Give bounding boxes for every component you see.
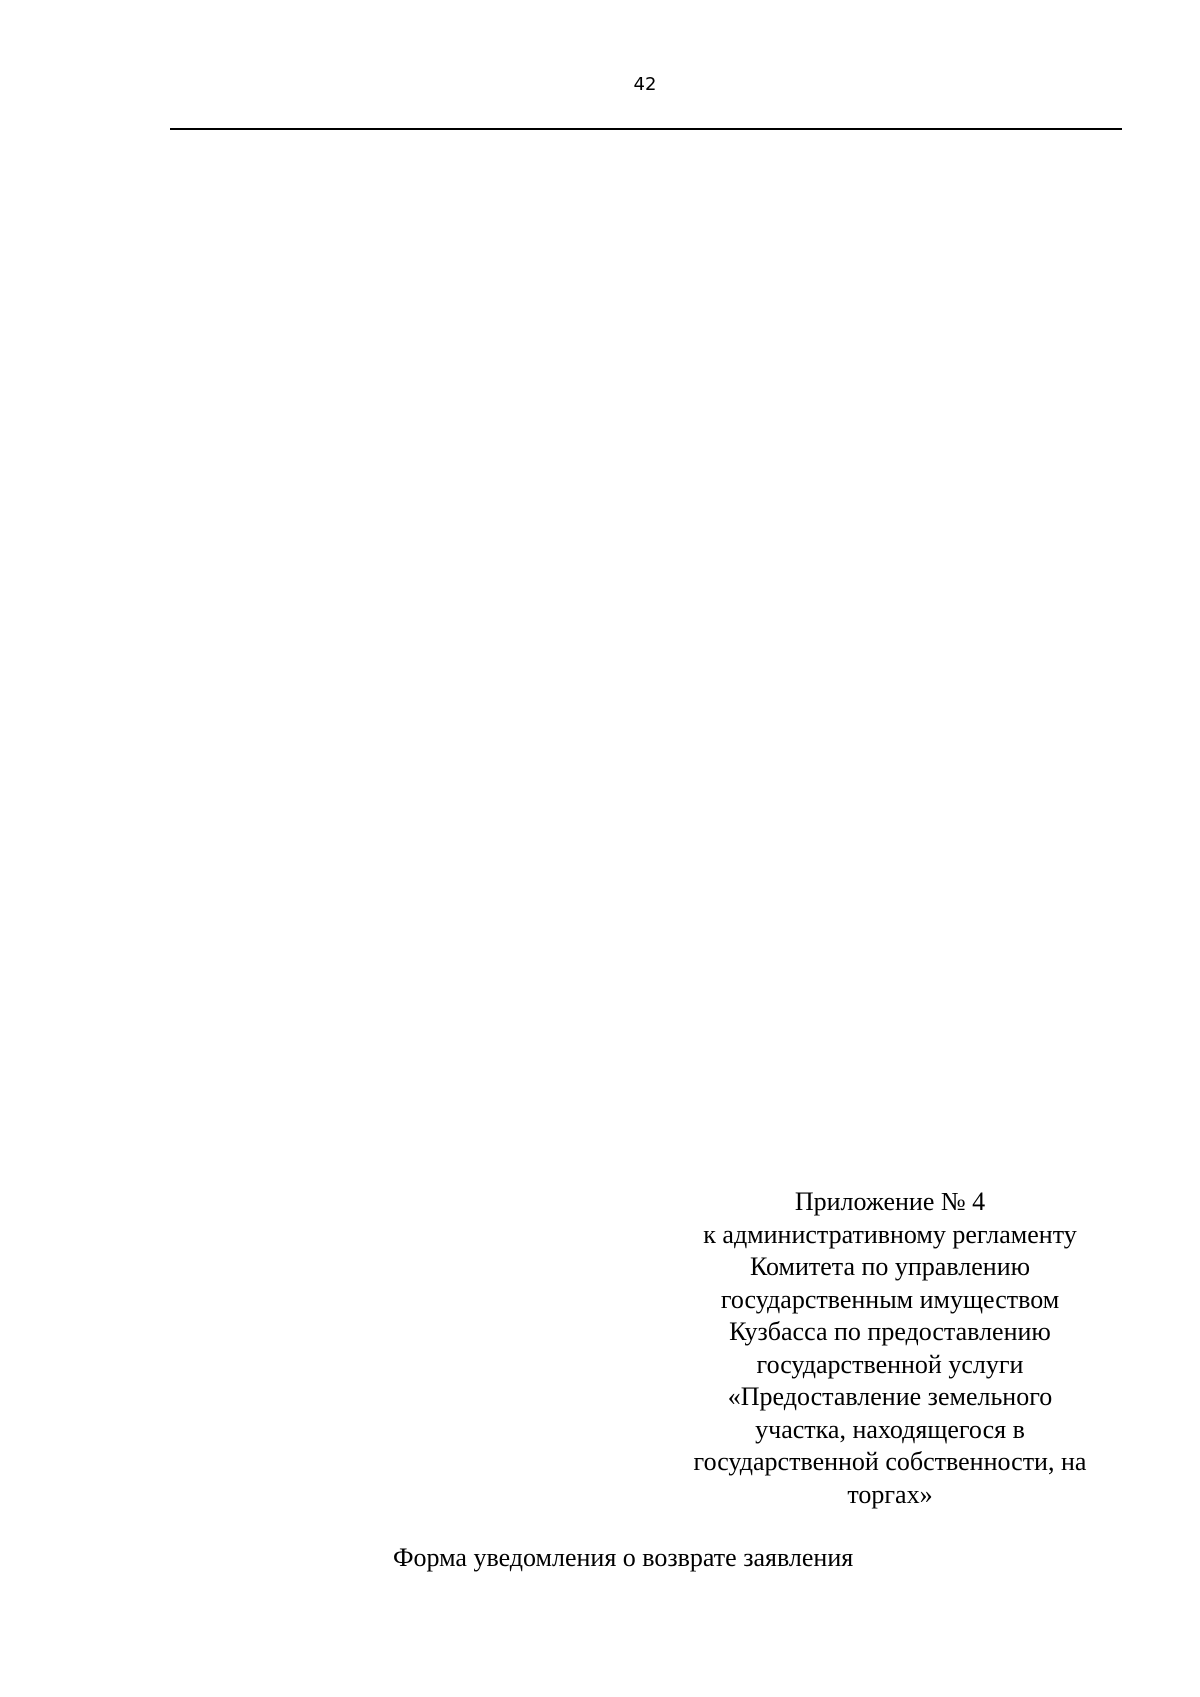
header-divider	[170, 128, 1122, 130]
appendix-line: государственной собственности, на	[693, 1447, 1087, 1476]
appendix-line: государственной услуги	[756, 1349, 1024, 1379]
appendix-attribution	[660, 1186, 1120, 1511]
appendix-line: Кузбасса по предоставлению	[729, 1317, 1051, 1346]
page-number: 42	[633, 74, 657, 95]
appendix-line: государственным имуществом	[720, 1284, 1060, 1314]
appendix-line: к административному регламенту	[703, 1219, 1077, 1249]
appendix-line: Приложение № 4	[794, 1187, 986, 1216]
appendix-line: «Предоставление земельного	[727, 1382, 1053, 1411]
appendix-line: Комитета по управлению	[749, 1252, 1031, 1281]
form-title: Форма уведомления о возврате заявления	[393, 1543, 854, 1572]
appendix-line: участка, находящегося в	[755, 1414, 1025, 1444]
appendix-line: торгах»	[847, 1479, 933, 1509]
